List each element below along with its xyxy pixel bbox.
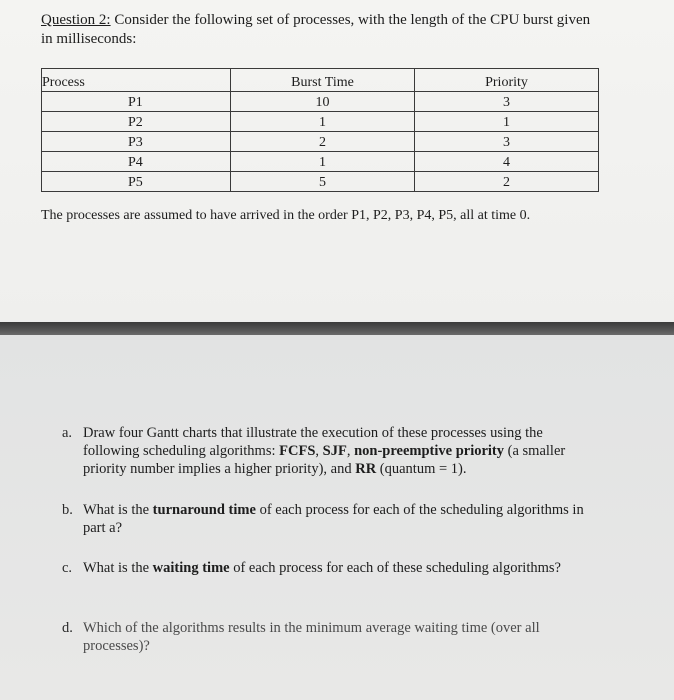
header-priority: Priority — [415, 69, 599, 92]
header-process: Process — [42, 69, 231, 92]
process-cell: P3 — [42, 132, 231, 152]
item-marker: b. — [62, 502, 73, 518]
item-text: What is the turnaround time of each process for each of the scheduling algorithms in part a? — [83, 502, 584, 536]
process-cell: P1 — [42, 92, 231, 112]
item-marker: d. — [62, 620, 73, 636]
item-marker: c. — [62, 560, 73, 576]
question-text: Consider the following set of processes, with the length of the CPU burst given in milliseconds: — [41, 12, 591, 47]
priority-cell: 3 — [415, 132, 599, 152]
table-row — [42, 172, 599, 192]
process-table — [41, 68, 599, 192]
table-row — [42, 132, 599, 152]
table-row — [42, 152, 599, 172]
table-row — [42, 112, 599, 132]
burst-cell: 10 — [231, 92, 415, 112]
question-item-a — [62, 424, 602, 478]
burst-cell: 1 — [231, 152, 415, 172]
page-divider — [0, 322, 674, 335]
burst-cell: 2 — [231, 132, 415, 152]
process-cell: P2 — [42, 112, 231, 132]
table-header-row — [42, 69, 599, 92]
priority-cell: 1 — [415, 112, 599, 132]
question-heading — [41, 11, 601, 49]
item-text: What is the waiting time of each process for each of these scheduling algorithms? — [83, 560, 561, 576]
upper-page — [0, 0, 674, 322]
question-item-d — [62, 619, 602, 655]
priority-cell: 4 — [415, 152, 599, 172]
question-item-b — [62, 501, 602, 537]
item-text: Draw four Gantt charts that illustrate the execution of these processes using the following scheduling algorithms: FCFS, SJF, non-preemptive priority (a smaller priority number implies a higher priority), and RR (quantum = 1). — [83, 425, 566, 477]
item-text: Which of the algorithms results in the minimum average waiting time (over all processes)? — [83, 620, 540, 654]
question-label: Question 2: — [41, 12, 111, 28]
process-cell: P4 — [42, 152, 231, 172]
arrival-note: The processes are assumed to have arrived in the order P1, P2, P3, P4, P5, all at time 0. — [41, 208, 531, 223]
priority-cell: 2 — [415, 172, 599, 192]
question-item-c — [62, 559, 602, 577]
header-burst-time: Burst Time — [231, 69, 415, 92]
burst-cell: 5 — [231, 172, 415, 192]
item-marker: a. — [62, 425, 73, 441]
lower-page — [0, 335, 674, 700]
table-row — [42, 92, 599, 112]
process-cell: P5 — [42, 172, 231, 192]
priority-cell: 3 — [415, 92, 599, 112]
burst-cell: 1 — [231, 112, 415, 132]
